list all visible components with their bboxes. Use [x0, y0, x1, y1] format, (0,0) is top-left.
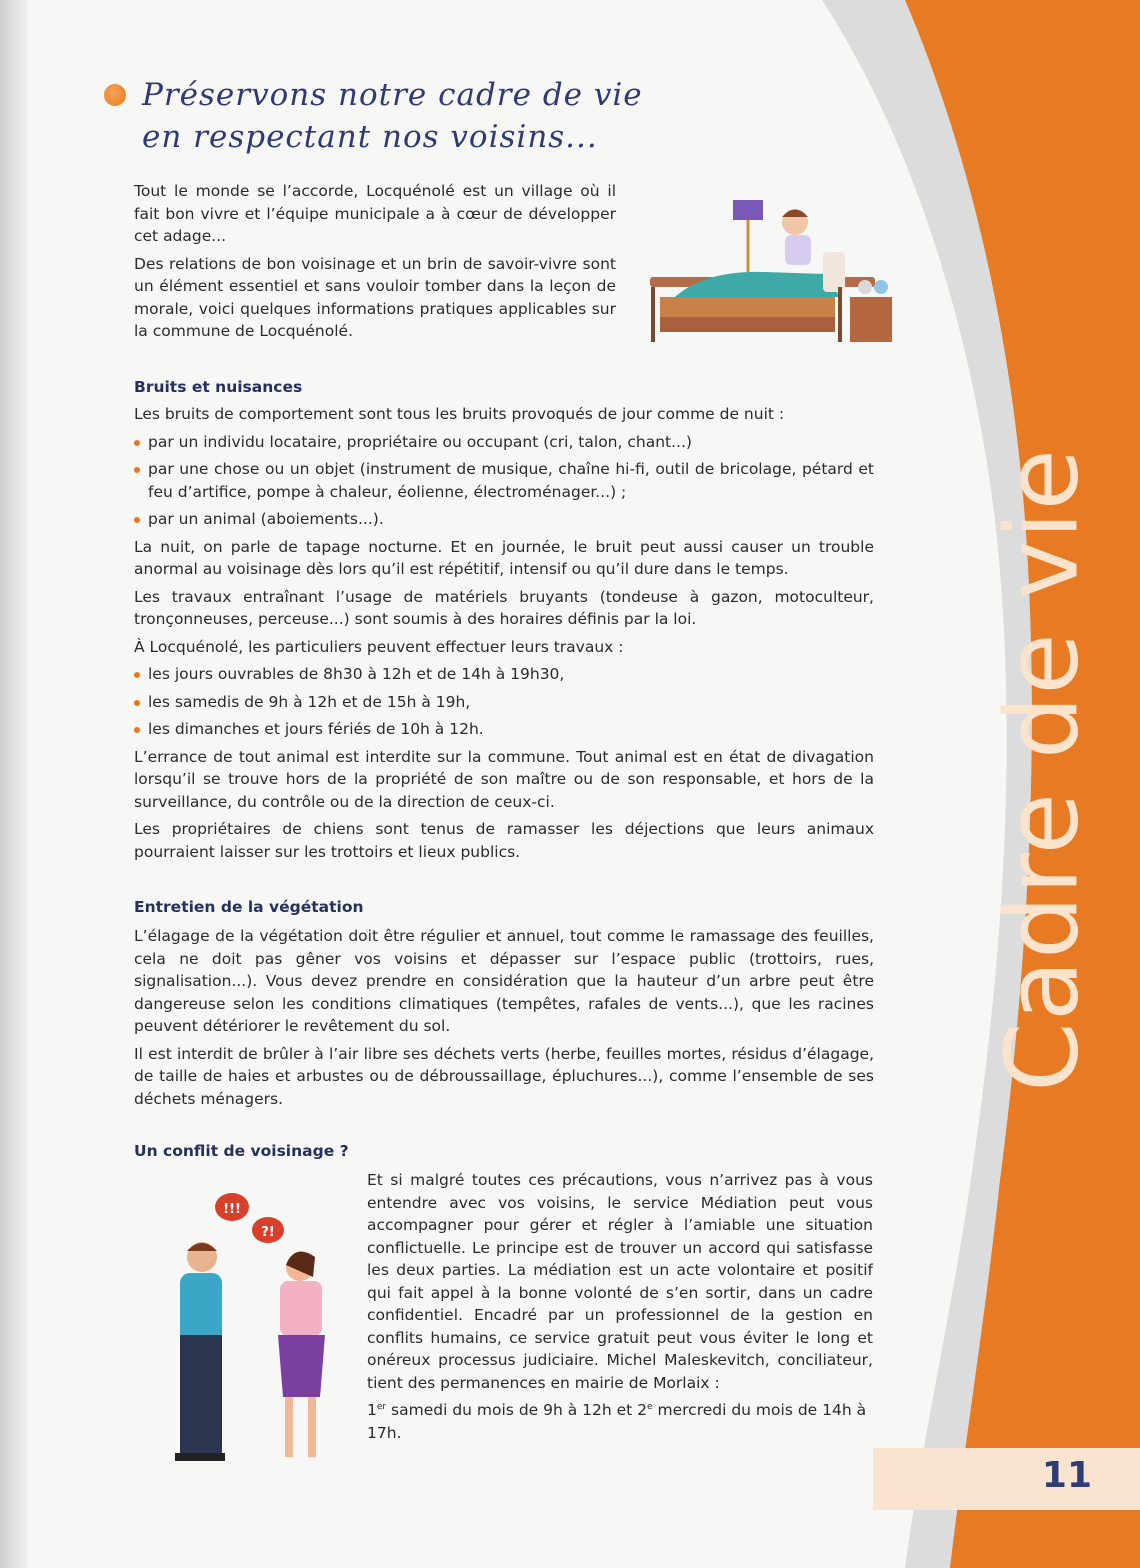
list-item: par un animal (aboiements...). [134, 508, 874, 531]
page-number: 11 [1041, 1455, 1092, 1496]
section-title-conflit: Un conflit de voisinage ? [134, 1142, 349, 1160]
list-item: les dimanches et jours fériés de 10h à 12h. [134, 718, 874, 741]
page-number-box [873, 1448, 1140, 1510]
heading-line-1: Préservons notre cadre de vie [142, 77, 643, 113]
bruits-text [134, 403, 874, 868]
ordinal-suffix: er [376, 1401, 387, 1412]
section-title-bruits: Bruits et nuisances [134, 378, 303, 396]
schedule-text: 1 [367, 1401, 377, 1419]
bruits-paragraph: Les propriétaires de chiens sont tenus de ramasser les déjections que leurs animaux pourraient laisser sur les trottoirs et lieux publics. [134, 820, 874, 861]
schedule-text: mercredi du mois de 14h à 17h. [367, 1401, 867, 1442]
intro-text [134, 180, 616, 348]
intro-paragraph-1: Tout le monde se l’accorde, Locquénolé est un village où il fait bon vivre et l’équipe municipale a à cœur de développer cet adage... [134, 182, 616, 245]
conflit-schedule [367, 1399, 873, 1444]
bruits-paragraph: Les bruits de comportement sont tous les bruits provoqués de jour comme de nuit : [134, 405, 785, 423]
bubble-exclaim-text: !!! [223, 1202, 241, 1217]
bruits-paragraph: La nuit, on parle de tapage nocturne. Et en journée, le bruit peut aussi causer un trouble anormal au voisinage dès lors qu’il est répétitif, intensif ou qu’il dure dans le temps. [134, 537, 874, 578]
noisy-bed-illustration [645, 192, 910, 352]
noise-sources-list [134, 431, 874, 531]
work-hours-list [134, 663, 874, 741]
list-item: par un individu locataire, propriétaire ou occupant (cri, talon, chant...) [134, 431, 874, 454]
neighbors-argument-illustration [145, 1185, 360, 1475]
vegetation-paragraph: L’élagage de la végétation doit être régulier et annuel, tout comme le ramassage des feuilles, cela ne doit pas gêner vos voisins et dépasser sur l’espace public (trottoirs, rues, signalisation...). Vous devez prendre en considération que la hauteur d’un arbre peut être dangereuse selon les conditions climatiques (tempêtes, rafales de vents...), que les racines peuvent détériorer le revêtement du sol. [134, 927, 874, 1035]
vegetation-paragraph: Il est interdit de brûler à l’air libre ses déchets verts (herbe, feuilles mortes, résidus d’élagage, de taille de haies et arbustes ou de débroussaillage, épluchures...), comme l’ensemble de ses déchets ménagers. [134, 1044, 874, 1108]
vegetation-text [134, 925, 874, 1115]
bruits-paragraph: Les travaux entraînant l’usage de matériels bruyants (tondeuse à gazon, motoculteur, tronçonneuses, perceuse...) sont soumis à des horaires définis par la loi. [134, 587, 874, 628]
page-heading [142, 74, 643, 158]
section-title-vegetation: Entretien de la végétation [134, 898, 364, 916]
intro-paragraph-2: Des relations de bon voisinage et un brin de savoir-vivre sont un élément essentiel et sans vouloir tomber dans la leçon de morale, voici quelques informations pratiques applicables sur la commune de Locquénolé. [134, 254, 616, 340]
bubble-question-text: ?! [261, 1225, 275, 1240]
heading-line-2: en respectant nos voisins... [142, 119, 598, 155]
conflit-paragraph: Et si malgré toutes ces précautions, vous n’arrivez pas à vous entendre avec vos voisins, le service Médiation peut vous accompagner pour gérer et régler à l’amiable une situation conflictuelle. Le principe est de trouver un accord qui satisfasse les deux parties. La médiation est un acte volontaire et positif qui fait appel à la bonne volonté de s’en sortir, dans un cadre confidentiel. Encadré par un professionnel de la gestion en conflits humains, ce service gratuit peut vous éviter le long et onéreux processus judiciaire. Michel Maleskevitch, conciliateur, tient des permanences en mairie de Morlaix : [367, 1171, 873, 1392]
bruits-paragraph: À Locquénolé, les particuliers peuvent effectuer leurs travaux : [134, 637, 624, 656]
bruits-paragraph: L’errance de tout animal est interdite sur la commune. Tout animal est en état de divagation lorsqu’il se trouve hors de la propriété de son maître ou de son responsable, et hors de la surveillance, du contrôle ou de la direction de ceux-ci. [134, 747, 874, 811]
list-item: par une chose ou un objet (instrument de musique, chaîne hi-fi, outil de bricolage, pétard et feu d’artifice, pompe à chaleur, éolienne, électroménager...) ; [134, 458, 874, 503]
list-item: les jours ouvrables de 8h30 à 12h et de 14h à 19h30, [134, 663, 874, 686]
conflit-text [367, 1169, 873, 1449]
list-item: les samedis de 9h à 12h et de 15h à 19h, [134, 691, 874, 714]
heading-bullet-icon [104, 84, 126, 106]
schedule-text: samedi du mois de 9h à 12h et 2 [386, 1401, 648, 1419]
ordinal-suffix: e [647, 1401, 653, 1412]
side-title: Cadre de vie [983, 447, 1101, 1093]
